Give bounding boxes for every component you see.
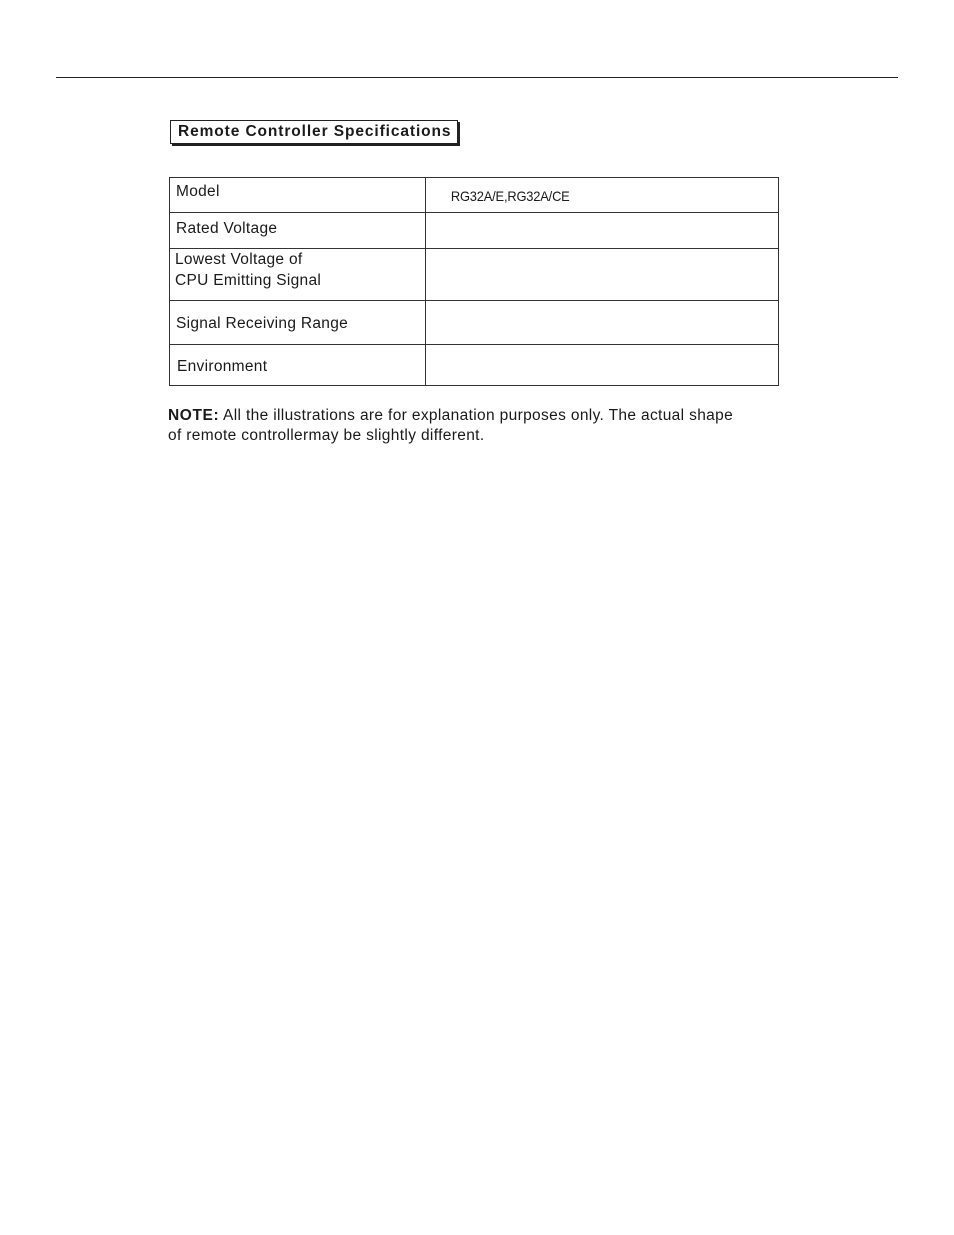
spec-value-rated-voltage <box>426 213 779 249</box>
table-row <box>170 213 779 249</box>
note-line-1 <box>168 406 808 426</box>
spec-value-environment <box>426 345 779 386</box>
note-paragraph <box>168 406 808 446</box>
section-title: Remote Controller Specifications <box>170 120 458 144</box>
spec-value-model: RG32A/E,RG32A/CE <box>426 178 779 213</box>
note-label: NOTE: <box>168 407 220 424</box>
spec-label-environment: Environment <box>170 345 426 386</box>
spec-label-rated-voltage: Rated Voltage <box>170 213 426 249</box>
spec-label-signal-range: Signal Receiving Range <box>170 301 426 345</box>
table-row <box>170 301 779 345</box>
table-row <box>170 178 779 213</box>
note-text-1: All the illustrations are for explanation purposes only. The actual shape <box>219 407 734 424</box>
table-row <box>170 249 779 301</box>
spec-value-lowest-voltage <box>426 249 779 301</box>
spec-value-signal-range <box>426 301 779 345</box>
note-line-2: of remote controllermay be slightly different. <box>168 427 485 444</box>
table-row <box>170 345 779 386</box>
spec-table <box>169 177 779 386</box>
spec-label-model: Model <box>170 178 426 213</box>
header-rule <box>56 77 898 78</box>
spec-label-lowest-voltage: Lowest Voltage of CPU Emitting Signal <box>170 249 426 301</box>
